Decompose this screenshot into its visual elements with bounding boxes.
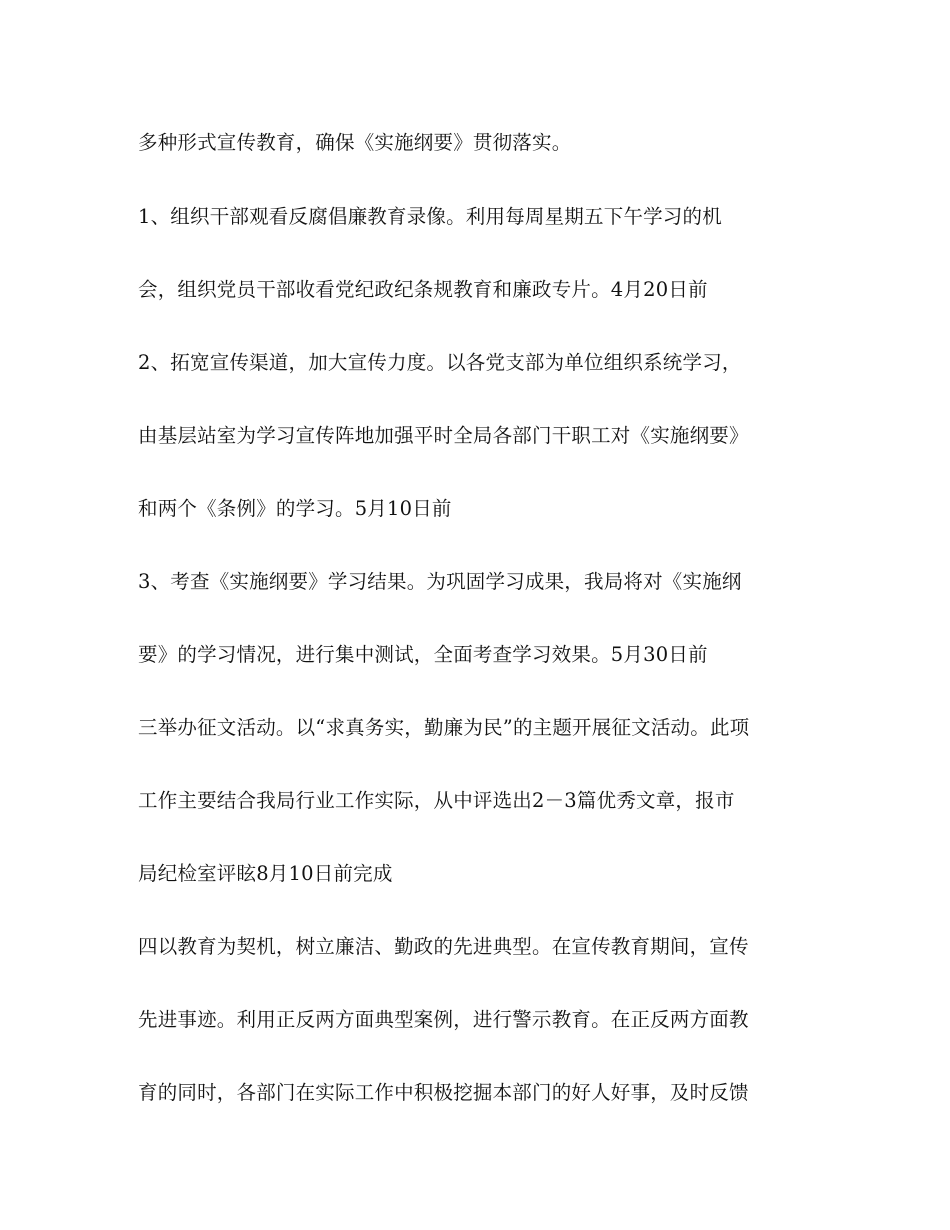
text-line: 2、拓宽宣传渠道，加大宣传力度。以各党支部为单位组织系统学习， (138, 351, 742, 374)
text-line: 会，组织党员干部收看党纪政纪条规教育和廉政专片。4月20日前 (138, 278, 708, 301)
text-line: 四以教育为契机，树立廉洁、勤政的先进典型。在宣传教育期间，宣传 (138, 935, 749, 958)
text-line: 3、考查《实施纲要》学习结果。为巩固学习成果，我局将对《实施纲 (138, 570, 742, 593)
text-line: 育的同时，各部门在实际工作中积极挖掘本部门的好人好事，及时反馈 (138, 1081, 749, 1104)
text-line: 局纪检室评眩8月10日前完成 (138, 862, 393, 885)
text-line: 多种形式宣传教育，确保《实施纲要》贯彻落实。 (138, 131, 572, 154)
text-line: 和两个《条例》的学习。5月10日前 (138, 497, 452, 520)
text-line: 1、组织干部观看反腐倡廉教育录像。利用每周星期五下午学习的机 (138, 205, 722, 228)
text-line: 工作主要结合我局行业工作实际，从中评选出2－3篇优秀文章，报市 (138, 789, 735, 812)
text-line: 由基层站室为学习宣传阵地加强平时全局各部门干职工对《实施纲要》 (138, 424, 749, 447)
text-line: 先进事迹。利用正反两方面典型案例，进行警示教育。在正反两方面教 (138, 1008, 749, 1031)
text-line: 三举办征文活动。以“求真务实，勤廉为民”的主题开展征文活动。此项 (138, 716, 750, 739)
text-line: 要》的学习情况，进行集中测试，全面考查学习效果。5月30日前 (138, 643, 708, 666)
